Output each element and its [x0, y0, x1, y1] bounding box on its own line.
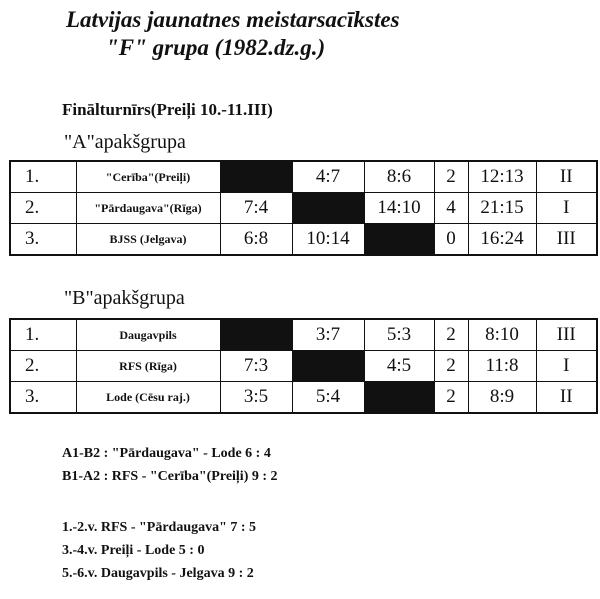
goals-cell: 16:24: [468, 224, 536, 256]
team-cell: BJSS (Jelgava): [76, 224, 220, 256]
group-b-heading: "B"apakšgrupa: [64, 287, 185, 309]
points-cell: 2: [434, 161, 468, 193]
table-row: [10, 161, 597, 193]
score-cell: 3:7: [292, 319, 364, 351]
self-match-cell: [364, 382, 434, 414]
rank-cell: III: [536, 319, 597, 351]
team-cell: Daugavpils: [76, 319, 220, 351]
crossover-results: [62, 442, 278, 488]
points-cell: 0: [434, 224, 468, 256]
rank-cell: III: [536, 224, 597, 256]
score-cell: 4:5: [364, 351, 434, 382]
placement-results: [62, 516, 256, 585]
place-cell: 2.: [10, 193, 76, 224]
group-a-table: [9, 160, 598, 256]
group-a-heading: "A"apakšgrupa: [64, 131, 186, 153]
score-cell: 5:3: [364, 319, 434, 351]
self-match-cell: [292, 193, 364, 224]
score-cell: 5:4: [292, 382, 364, 414]
points-cell: 2: [434, 351, 468, 382]
points-cell: 2: [434, 382, 468, 414]
tournament-subtitle: Finālturnīrs(Preiļi 10.-11.III): [62, 100, 273, 119]
place-cell: 2.: [10, 351, 76, 382]
result-line: 1.-2.v. RFS - "Pārdaugava" 7 : 5: [62, 520, 257, 535]
score-cell: 8:6: [364, 161, 434, 193]
table-row: [10, 382, 597, 414]
goals-cell: 12:13: [468, 161, 536, 193]
score-cell: 7:3: [220, 351, 292, 382]
score-cell: 6:8: [220, 224, 292, 256]
team-cell: "Pārdaugava"(Rīga): [76, 193, 220, 224]
rank-cell: I: [536, 193, 597, 224]
team-cell: "Cerība"(Preiļi): [76, 161, 220, 193]
goals-cell: 8:9: [468, 382, 536, 414]
score-cell: 14:10: [364, 193, 434, 224]
place-cell: 1.: [10, 161, 76, 193]
result-line: 3.-4.v. Preiļi - Lode 5 : 0: [62, 543, 205, 558]
place-cell: 1.: [10, 319, 76, 351]
score-cell: 4:7: [292, 161, 364, 193]
self-match-cell: [220, 319, 292, 351]
score-cell: 7:4: [220, 193, 292, 224]
result-line: A1-B2 : "Pārdaugava" - Lode 6 : 4: [62, 446, 271, 461]
score-cell: 3:5: [220, 382, 292, 414]
self-match-cell: [292, 351, 364, 382]
result-line: B1-A2 : RFS - "Cerība"(Preiļi) 9 : 2: [62, 469, 278, 484]
rank-cell: I: [536, 351, 597, 382]
score-cell: 10:14: [292, 224, 364, 256]
self-match-cell: [220, 161, 292, 193]
table-row: [10, 319, 597, 351]
self-match-cell: [364, 224, 434, 256]
group-b-table: [9, 318, 598, 414]
result-line: 5.-6.v. Daugavpils - Jelgava 9 : 2: [62, 566, 254, 581]
rank-cell: II: [536, 382, 597, 414]
place-cell: 3.: [10, 382, 76, 414]
title-line-1: Latvijas jaunatnes meistarsacīkstes: [66, 7, 400, 32]
goals-cell: 8:10: [468, 319, 536, 351]
goals-cell: 21:15: [468, 193, 536, 224]
document-title: [66, 6, 400, 62]
points-cell: 4: [434, 193, 468, 224]
table-row: [10, 224, 597, 256]
table-row: [10, 351, 597, 382]
title-line-2: "F" grupa (1982.dz.g.): [106, 35, 326, 60]
rank-cell: II: [536, 161, 597, 193]
team-cell: RFS (Rīga): [76, 351, 220, 382]
goals-cell: 11:8: [468, 351, 536, 382]
place-cell: 3.: [10, 224, 76, 256]
points-cell: 2: [434, 319, 468, 351]
team-cell: Lode (Cēsu raj.): [76, 382, 220, 414]
table-row: [10, 193, 597, 224]
